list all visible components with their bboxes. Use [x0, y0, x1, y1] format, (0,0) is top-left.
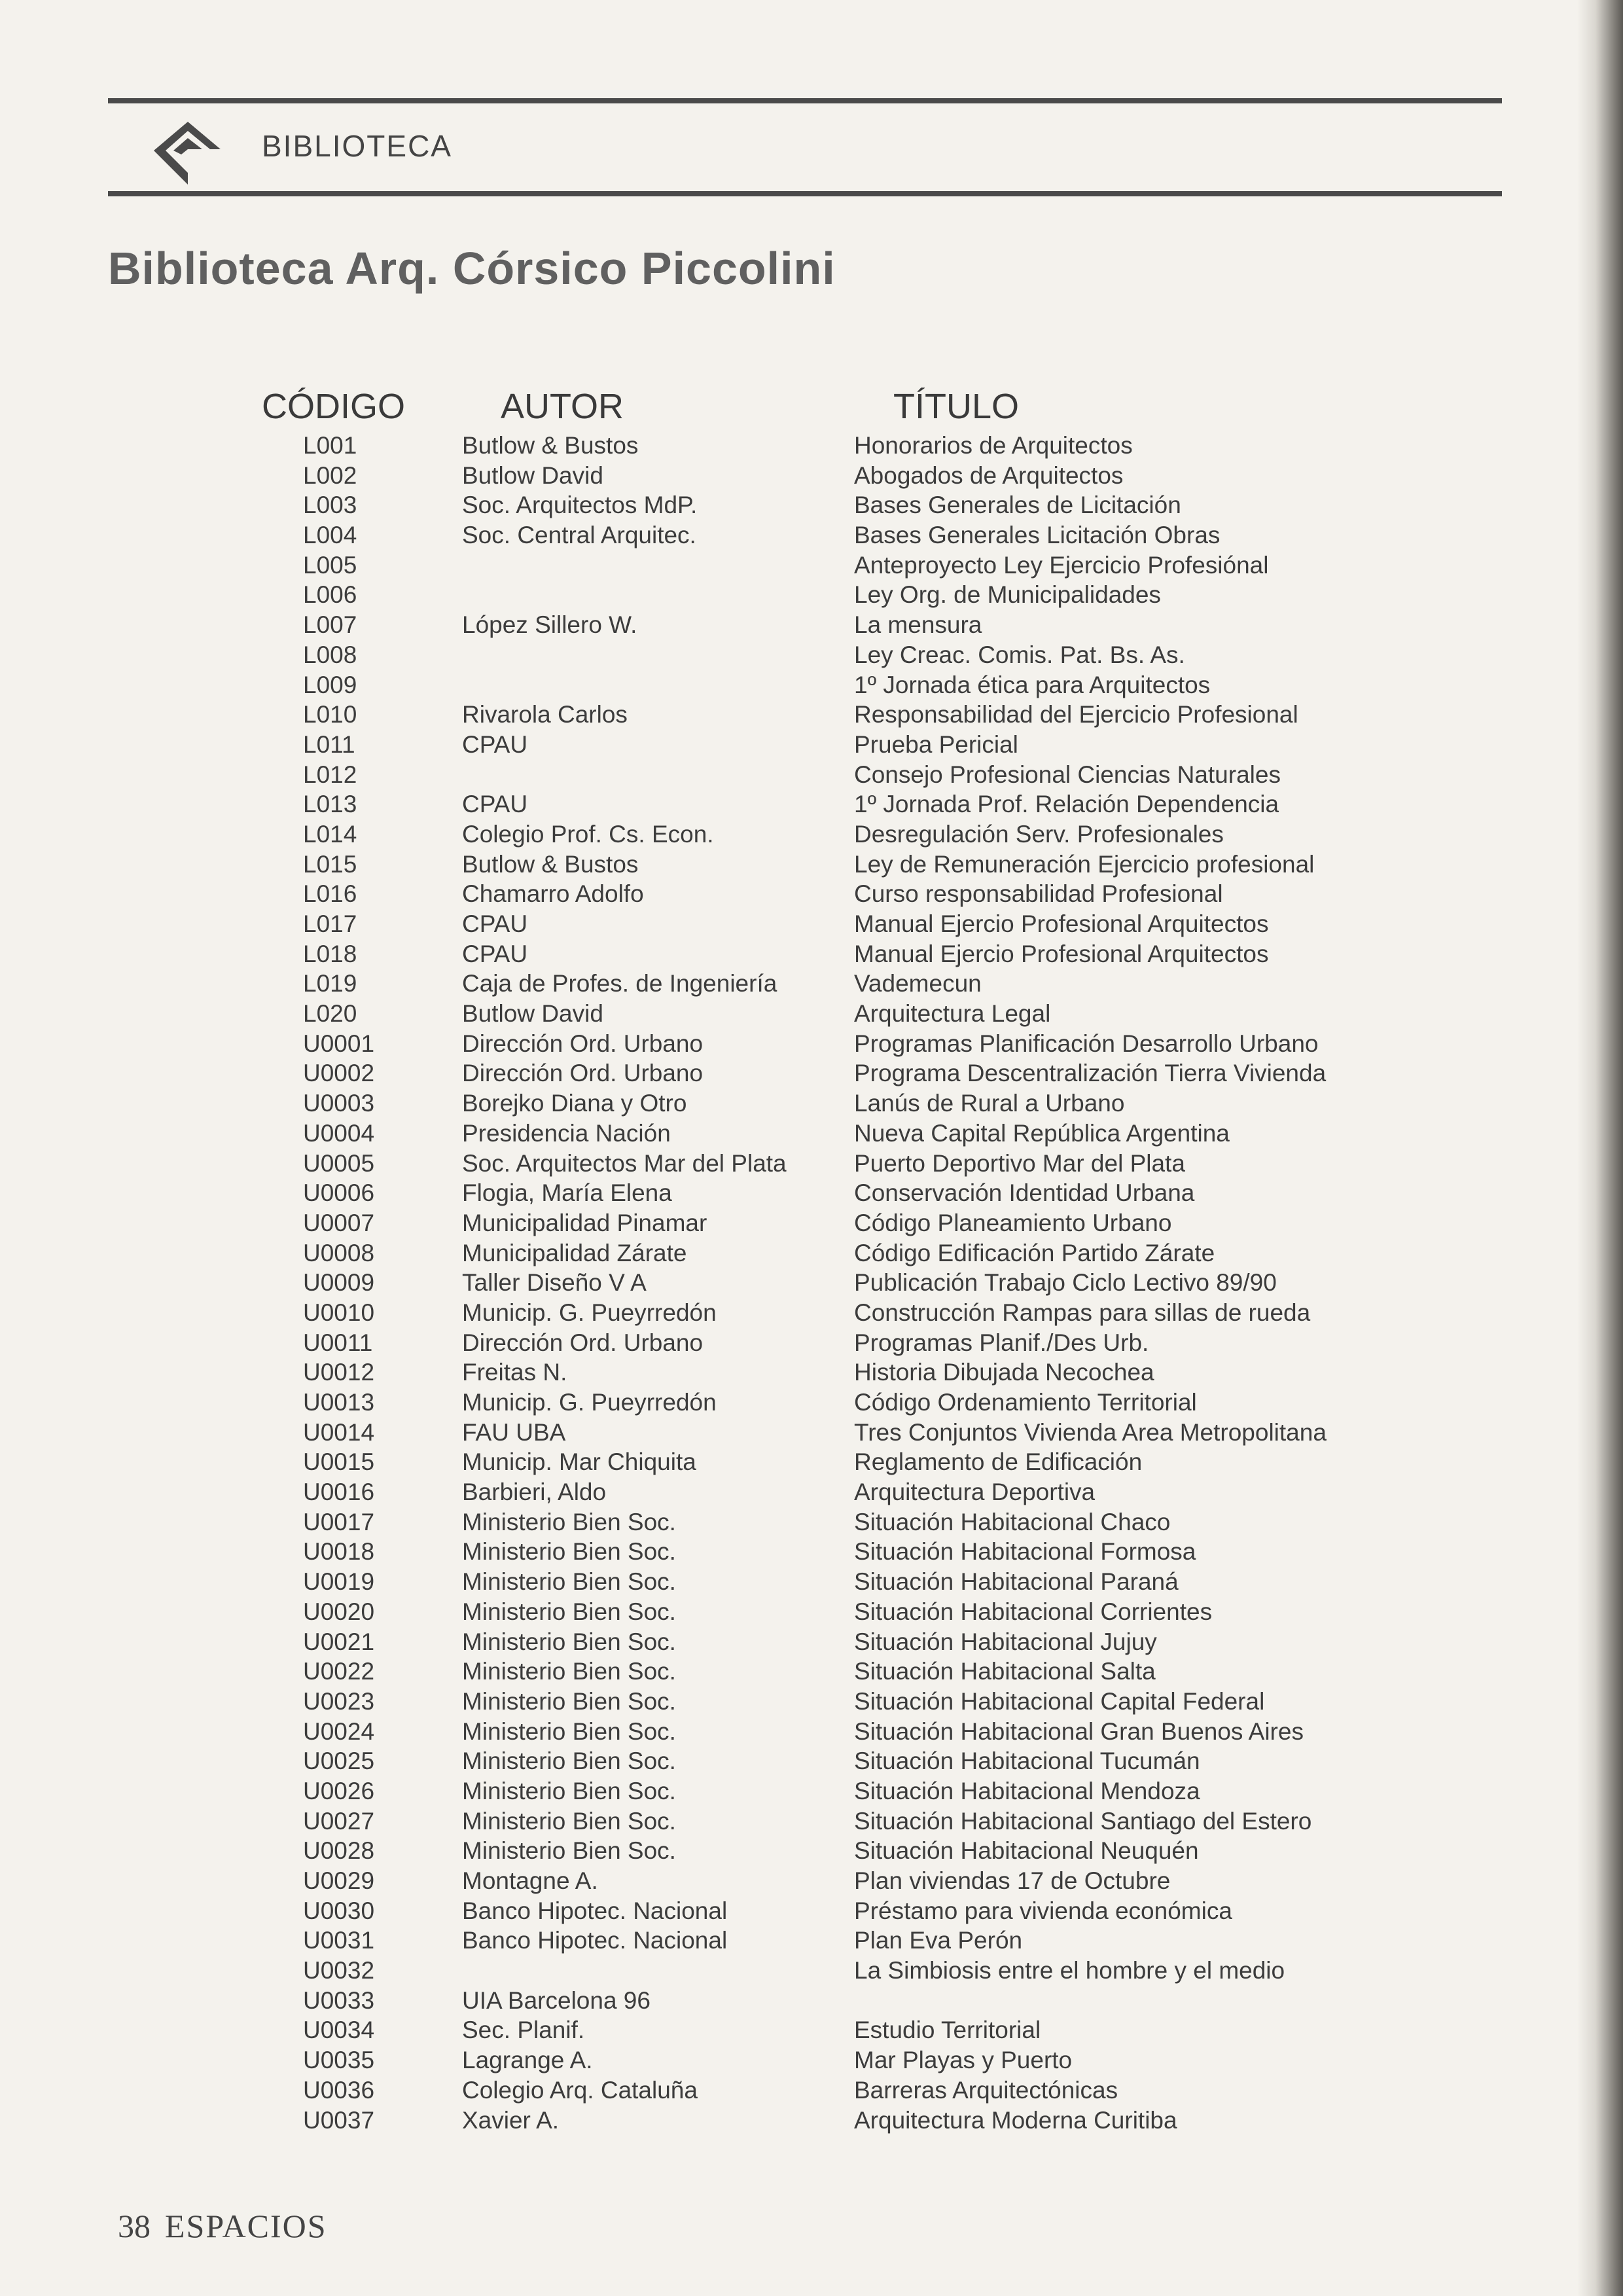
row-title: La Simbiosis entre el hombre y el medio	[854, 1957, 1285, 1984]
table-row	[0, 1836, 1505, 1866]
table-row	[0, 909, 1505, 939]
table-row	[0, 1717, 1505, 1747]
row-title: Código Edificación Partido Zárate	[854, 1239, 1215, 1266]
row-author: Colegio Prof. Cs. Econ.	[462, 820, 714, 848]
row-code: L004	[303, 522, 357, 549]
row-author: Ministerio Bien Soc.	[462, 1628, 676, 1655]
row-author: UIA Barcelona 96	[462, 1986, 651, 2014]
column-header-codigo: CÓDIGO	[262, 387, 406, 426]
row-author: CPAU	[462, 910, 528, 937]
row-title: La mensura	[854, 611, 982, 639]
row-author: Lagrange A.	[462, 2047, 593, 2074]
table-row	[0, 1986, 1505, 2016]
row-code: U0006	[303, 1179, 375, 1207]
row-author: Municip. Mar Chiquita	[462, 1448, 696, 1476]
row-title: Bases Generales Licitación Obras	[854, 522, 1221, 549]
column-header-titulo: TÍTULO	[893, 387, 1020, 426]
publication-name: ESPACIOS	[165, 2208, 327, 2244]
row-title: Estudio Territorial	[854, 2017, 1041, 2044]
row-title: Prueba Pericial	[854, 730, 1018, 758]
row-code: L008	[303, 641, 357, 668]
row-title: Reglamento de Edificación	[854, 1448, 1143, 1476]
row-title: Vademecun	[854, 970, 982, 997]
row-title: Situación Habitacional Mendoza	[854, 1777, 1200, 1804]
row-title: Situación Habitacional Capital Federal	[854, 1687, 1265, 1715]
row-code: U0032	[303, 1957, 375, 1984]
row-code: L001	[303, 432, 357, 459]
row-author: Ministerio Bien Soc.	[462, 1777, 676, 1804]
row-title: 1º Jornada ética para Arquitectos	[854, 671, 1211, 698]
row-code: U0036	[303, 2076, 375, 2104]
row-title: Mar Playas y Puerto	[854, 2047, 1073, 2074]
row-code: L005	[303, 551, 357, 579]
row-title: Barreras Arquitectónicas	[854, 2076, 1118, 2104]
row-title: Programa Descentralización Tierra Vivienda	[854, 1060, 1327, 1087]
row-title: Situación Habitacional Paraná	[854, 1568, 1179, 1596]
row-code: U0024	[303, 1717, 375, 1745]
row-code: U0037	[303, 2106, 375, 2134]
table-row	[0, 1956, 1505, 1986]
row-title: Situación Habitacional Corrientes	[854, 1598, 1213, 1625]
section-label: BIBLIOTECA	[262, 129, 452, 163]
row-code: L019	[303, 970, 357, 997]
row-author: Presidencia Nación	[462, 1119, 671, 1147]
row-title: Puerto Deportivo Mar del Plata	[854, 1149, 1185, 1177]
table-row	[0, 1357, 1505, 1388]
row-code: U0017	[303, 1508, 375, 1535]
row-code: L015	[303, 850, 357, 878]
row-author: Xavier A.	[462, 2106, 560, 2134]
row-code: U0018	[303, 1538, 375, 1566]
row-author: CPAU	[462, 730, 528, 758]
row-author: Butlow & Bustos	[462, 850, 639, 878]
table-row	[0, 1687, 1505, 1717]
row-code: U0012	[303, 1359, 375, 1386]
table-row	[0, 2106, 1505, 2136]
row-title: Historia Dibujada Necochea	[854, 1359, 1154, 1386]
table-row	[0, 640, 1505, 670]
row-author: Taller Diseño V A	[462, 1269, 647, 1297]
row-code: U0026	[303, 1777, 375, 1804]
row-author: Ministerio Bien Soc.	[462, 1717, 676, 1745]
header-rule-top	[108, 98, 1502, 103]
row-author: Dirección Ord. Urbano	[462, 1030, 704, 1057]
table-row	[0, 1208, 1505, 1238]
row-author: FAU UBA	[462, 1418, 566, 1446]
table-row	[0, 1058, 1505, 1088]
row-title: Desregulación Serv. Profesionales	[854, 820, 1224, 848]
row-title: Bases Generales de Licitación	[854, 492, 1181, 519]
catalog-table	[0, 431, 1505, 2135]
table-row	[0, 1597, 1505, 1627]
row-code: U0010	[303, 1299, 375, 1326]
row-title: Arquitectura Legal	[854, 1000, 1051, 1028]
row-code: U0029	[303, 1867, 375, 1894]
table-row	[0, 2075, 1505, 2106]
table-row	[0, 580, 1505, 610]
row-author: Freitas N.	[462, 1359, 567, 1386]
row-code: L002	[303, 461, 357, 489]
table-row	[0, 1896, 1505, 1926]
row-title: Situación Habitacional Gran Buenos Aires	[854, 1717, 1304, 1745]
row-author: Ministerio Bien Soc.	[462, 1538, 676, 1566]
table-row	[0, 1178, 1505, 1208]
row-author: Municipalidad Pinamar	[462, 1209, 707, 1236]
table-row	[0, 969, 1505, 999]
row-code: U0022	[303, 1658, 375, 1685]
row-code: U0030	[303, 1897, 375, 1924]
row-code: U0034	[303, 2017, 375, 2044]
table-row	[0, 999, 1505, 1029]
row-title: Honorarios de Arquitectos	[854, 432, 1133, 459]
row-code: U0015	[303, 1448, 375, 1476]
table-row	[0, 1567, 1505, 1597]
row-code: L006	[303, 581, 357, 609]
table-row	[0, 1447, 1505, 1477]
row-author: Soc. Central Arquitec.	[462, 522, 696, 549]
row-title: Situación Habitacional Chaco	[854, 1508, 1171, 1535]
column-header-autor: AUTOR	[501, 387, 624, 426]
row-title: Tres Conjuntos Vivienda Area Metropolitana	[854, 1418, 1327, 1446]
row-author: Ministerio Bien Soc.	[462, 1807, 676, 1835]
table-row	[0, 1088, 1505, 1119]
row-code: U0003	[303, 1090, 375, 1117]
row-author: Butlow David	[462, 461, 603, 489]
row-code: U0035	[303, 2047, 375, 2074]
table-row	[0, 700, 1505, 730]
row-title: Anteproyecto Ley Ejercicio Profesiónal	[854, 551, 1269, 579]
roof-chevron-icon	[147, 117, 226, 188]
row-author: Ministerio Bien Soc.	[462, 1568, 676, 1596]
header-rule-bottom	[108, 191, 1502, 196]
row-author: Municip. G. Pueyrredón	[462, 1389, 717, 1416]
row-code: L010	[303, 701, 357, 728]
row-title: Arquitectura Moderna Curitiba	[854, 2106, 1177, 2134]
row-title: Ley Creac. Comis. Pat. Bs. As.	[854, 641, 1185, 668]
row-title: Consejo Profesional Ciencias Naturales	[854, 761, 1281, 788]
row-title: Conservación Identidad Urbana	[854, 1179, 1195, 1207]
row-code: L009	[303, 671, 357, 698]
row-code: U0013	[303, 1389, 375, 1416]
row-author: Montagne A.	[462, 1867, 598, 1894]
row-title: Situación Habitacional Formosa	[854, 1538, 1196, 1566]
table-row	[0, 939, 1505, 969]
table-row	[0, 610, 1505, 640]
table-row	[0, 850, 1505, 880]
table-row	[0, 789, 1505, 819]
table-row	[0, 1866, 1505, 1896]
row-title: 1º Jornada Prof. Relación Dependencia	[854, 791, 1279, 818]
row-code: U0016	[303, 1479, 375, 1506]
page-number: 38	[118, 2208, 151, 2244]
row-author: Soc. Arquitectos MdP.	[462, 492, 698, 519]
table-row	[0, 490, 1505, 520]
row-code: L007	[303, 611, 357, 639]
table-row	[0, 520, 1505, 550]
row-author: Ministerio Bien Soc.	[462, 1748, 676, 1775]
table-row	[0, 670, 1505, 700]
row-title: Responsabilidad del Ejercicio Profesional	[854, 701, 1298, 728]
table-row	[0, 760, 1505, 790]
table-row	[0, 1298, 1505, 1328]
table-row	[0, 2045, 1505, 2075]
table-row	[0, 1776, 1505, 1806]
row-author: Dirección Ord. Urbano	[462, 1329, 704, 1356]
row-author: Rivarola Carlos	[462, 701, 628, 728]
row-code: U0025	[303, 1748, 375, 1775]
row-author: CPAU	[462, 940, 528, 967]
row-author: Banco Hipotec. Nacional	[462, 1897, 728, 1924]
row-author: Ministerio Bien Soc.	[462, 1687, 676, 1715]
table-row	[0, 1388, 1505, 1418]
row-code: L016	[303, 880, 357, 908]
row-title: Nueva Capital República Argentina	[854, 1119, 1230, 1147]
table-row	[0, 1119, 1505, 1149]
row-author: Municip. G. Pueyrredón	[462, 1299, 717, 1326]
row-code: L014	[303, 820, 357, 848]
row-title: Abogados de Arquitectos	[854, 461, 1124, 489]
row-author: Butlow & Bustos	[462, 432, 639, 459]
row-title: Lanús de Rural a Urbano	[854, 1090, 1125, 1117]
row-author: López Sillero W.	[462, 611, 637, 639]
table-row	[0, 1328, 1505, 1358]
row-code: U0007	[303, 1209, 375, 1236]
row-title: Programas Planif./Des Urb.	[854, 1329, 1149, 1356]
row-author: Soc. Arquitectos Mar del Plata	[462, 1149, 787, 1177]
table-row	[0, 1507, 1505, 1537]
table-row	[0, 431, 1505, 461]
row-title: Situación Habitacional Neuquén	[854, 1837, 1199, 1865]
table-row	[0, 819, 1505, 850]
row-code: U0004	[303, 1119, 375, 1147]
table-row	[0, 1149, 1505, 1179]
row-title: Curso responsabilidad Profesional	[854, 880, 1223, 908]
row-title: Situación Habitacional Santiago del Estero	[854, 1807, 1312, 1835]
row-title: Código Planeamiento Urbano	[854, 1209, 1172, 1236]
row-author: CPAU	[462, 791, 528, 818]
row-code: U0019	[303, 1568, 375, 1596]
row-author: Flogia, María Elena	[462, 1179, 672, 1207]
row-title: Manual Ejercio Profesional Arquitectos	[854, 940, 1269, 967]
row-author: Caja de Profes. de Ingeniería	[462, 970, 777, 997]
row-title: Situación Habitacional Salta	[854, 1658, 1156, 1685]
row-author: Ministerio Bien Soc.	[462, 1598, 676, 1625]
table-row	[0, 550, 1505, 581]
table-row	[0, 1926, 1505, 1956]
row-code: L003	[303, 492, 357, 519]
row-code: U0011	[303, 1329, 373, 1356]
row-author: Barbieri, Aldo	[462, 1479, 607, 1506]
row-code: U0028	[303, 1837, 375, 1865]
row-author: Municipalidad Zárate	[462, 1239, 687, 1266]
table-row	[0, 730, 1505, 760]
row-title: Publicación Trabajo Ciclo Lectivo 89/90	[854, 1269, 1277, 1297]
row-author: Sec. Planif.	[462, 2017, 585, 2044]
row-author: Ministerio Bien Soc.	[462, 1837, 676, 1865]
row-code: U0009	[303, 1269, 375, 1297]
row-code: U0021	[303, 1628, 375, 1655]
row-title: Construcción Rampas para sillas de rueda	[854, 1299, 1311, 1326]
row-code: U0005	[303, 1149, 375, 1177]
row-author: Ministerio Bien Soc.	[462, 1508, 676, 1535]
row-code: U0002	[303, 1060, 375, 1087]
row-title: Situación Habitacional Jujuy	[854, 1628, 1157, 1655]
table-row	[0, 1418, 1505, 1448]
row-author: Ministerio Bien Soc.	[462, 1658, 676, 1685]
row-title: Ley Org. de Municipalidades	[854, 581, 1161, 609]
table-row	[0, 1806, 1505, 1837]
row-code: U0023	[303, 1687, 375, 1715]
table-row	[0, 1268, 1505, 1298]
row-code: U0008	[303, 1239, 375, 1266]
row-title: Préstamo para vivienda económica	[854, 1897, 1232, 1924]
row-code: U0001	[303, 1030, 375, 1057]
page-edge-shadow	[1577, 0, 1623, 2296]
row-title: Plan viviendas 17 de Octubre	[854, 1867, 1171, 1894]
row-code: L011	[303, 730, 355, 758]
table-row	[0, 879, 1505, 909]
table-row	[0, 1238, 1505, 1268]
row-author: Dirección Ord. Urbano	[462, 1060, 704, 1087]
row-title: Situación Habitacional Tucumán	[854, 1748, 1200, 1775]
row-code: L018	[303, 940, 357, 967]
table-row	[0, 1746, 1505, 1776]
row-code: L013	[303, 791, 357, 818]
row-code: U0027	[303, 1807, 375, 1835]
table-row	[0, 461, 1505, 491]
table-row	[0, 1537, 1505, 1567]
table-row	[0, 1657, 1505, 1687]
row-author: Chamarro Adolfo	[462, 880, 644, 908]
table-row	[0, 1627, 1505, 1657]
row-title: Código Ordenamiento Territorial	[854, 1389, 1197, 1416]
row-code: U0033	[303, 1986, 375, 2014]
row-title: Programas Planificación Desarrollo Urbano	[854, 1030, 1319, 1057]
page-title: Biblioteca Arq. Córsico Piccolini	[108, 243, 836, 294]
row-code: L017	[303, 910, 357, 937]
table-row	[0, 1029, 1505, 1059]
table-row	[0, 1477, 1505, 1507]
row-title: Ley de Remuneración Ejercicio profesional	[854, 850, 1315, 878]
row-code: U0014	[303, 1418, 375, 1446]
table-row	[0, 2015, 1505, 2045]
row-code: U0020	[303, 1598, 375, 1625]
row-author: Borejko Diana y Otro	[462, 1090, 687, 1117]
row-title: Plan Eva Perón	[854, 1927, 1023, 1954]
page-footer	[118, 2207, 327, 2245]
row-code: L020	[303, 1000, 357, 1028]
row-author: Banco Hipotec. Nacional	[462, 1927, 728, 1954]
row-code: U0031	[303, 1927, 375, 1954]
row-title: Arquitectura Deportiva	[854, 1479, 1096, 1506]
row-author: Butlow David	[462, 1000, 603, 1028]
row-code: L012	[303, 761, 357, 788]
row-title: Manual Ejercio Profesional Arquitectos	[854, 910, 1269, 937]
row-author: Colegio Arq. Cataluña	[462, 2076, 698, 2104]
